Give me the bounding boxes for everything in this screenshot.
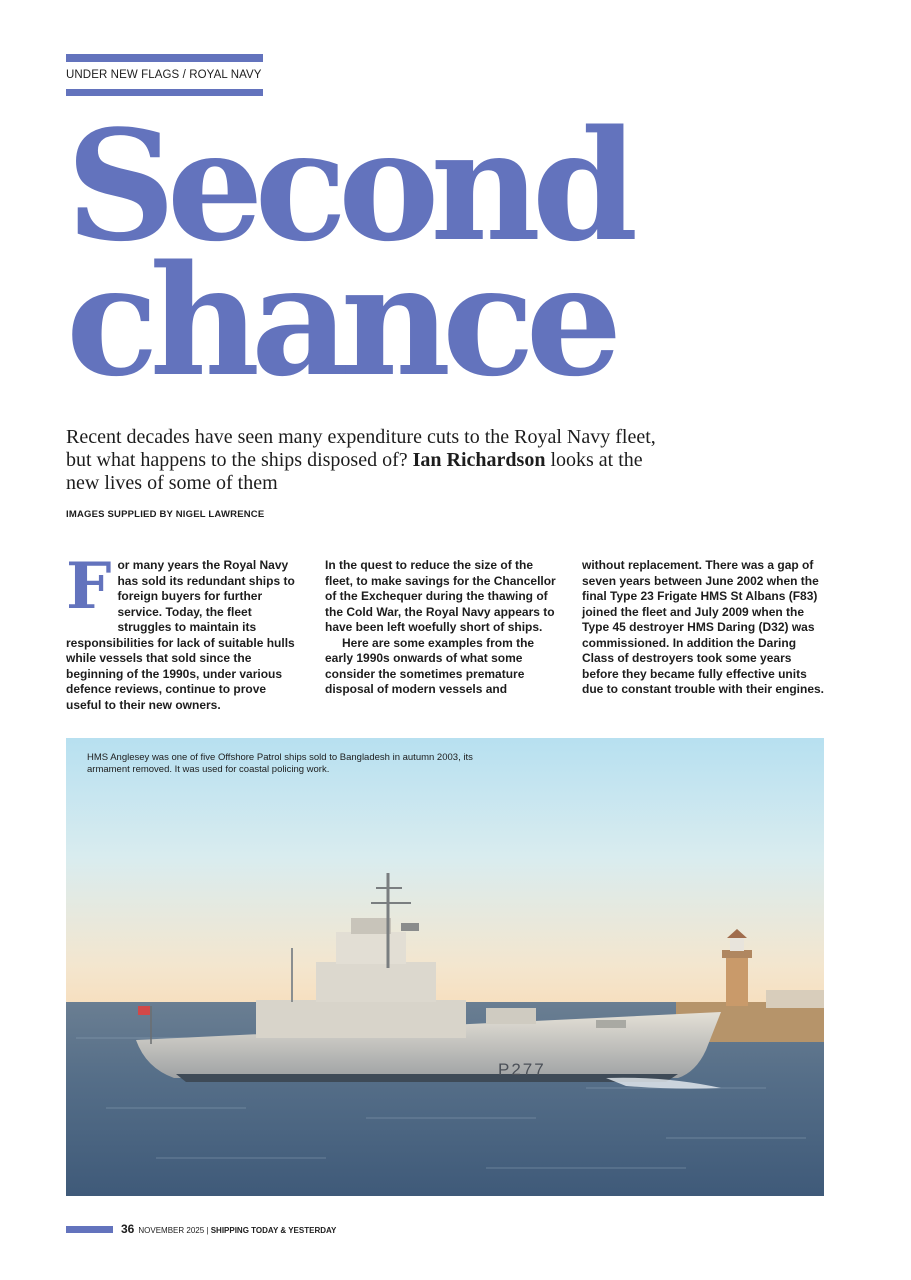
ship-photo-illustration (66, 738, 824, 1196)
body-column-2 (325, 558, 559, 698)
ship-photo (66, 738, 824, 1196)
body-column-1 (66, 549, 300, 713)
hull-number: P277 (498, 1060, 546, 1079)
footer-separator: | (204, 1226, 211, 1235)
body-paragraph: without replacement. There was a gap of seven years between June 2002 when the final Type 23 Frigate HMS St Albans (F83) joined the fleet and July 2009 when the Type 45 destroyer HMS Daring (D32) was commissioned. In addition the Daring Class of destroyers took some years before they became fully effective units due to constant trouble with their engines. (582, 558, 825, 696)
author-name: Ian Richardson (412, 449, 546, 471)
standfirst (66, 426, 666, 495)
page-number: 36 (121, 1222, 135, 1236)
section-rule-top (66, 54, 263, 62)
headline-line-2: chance (66, 231, 614, 410)
image-credit: IMAGES SUPPLIED BY NIGEL LAWRENCE (66, 509, 265, 520)
footer-rule (66, 1226, 113, 1233)
photo-caption: HMS Anglesey was one of five Offshore Patrol ships sold to Bangladesh in autumn 2003, its armament removed. It was used for coastal policing work. (87, 752, 473, 775)
magazine-title: SHIPPING TODAY & YESTERDAY (210, 1226, 337, 1235)
standfirst-text: Recent decades have seen many expenditure cuts to the Royal Navy fleet, but what happens to the ships disposed of? (66, 426, 656, 471)
page-footer (121, 1222, 336, 1236)
standfirst-text-end: looks at the new lives of some of them (66, 449, 643, 494)
sky (66, 738, 824, 1004)
headline-line-1: Second (66, 96, 630, 275)
body-column-3 (582, 558, 824, 698)
body-paragraph: Here are some examples from the early 1990s onwards of what some consider the sometimes premature disposal of modern vessels and (325, 635, 535, 696)
body-paragraph: or many years the Royal Navy has sold its redundant ships to foreign buyers for further service. Today, the fleet struggles to maintain its responsibilities for lack of suitable hulls while vessels that sold since the beginning of the 1990s, under various defence reviews, continue to prove useful to their new owners. (66, 558, 295, 712)
section-rule-bottom (66, 89, 263, 96)
drop-cap: F (66, 549, 112, 624)
issue-date: NOVEMBER 2025 (138, 1226, 205, 1235)
section-label: UNDER NEW FLAGS / ROYAL NAVY (66, 69, 262, 81)
body-paragraph: In the quest to reduce the size of the fleet, to make savings for the Chancellor of the Exchequer during the thawing of the Cold War, the Royal Navy appears to have been left woefully short of ships. (325, 558, 556, 634)
